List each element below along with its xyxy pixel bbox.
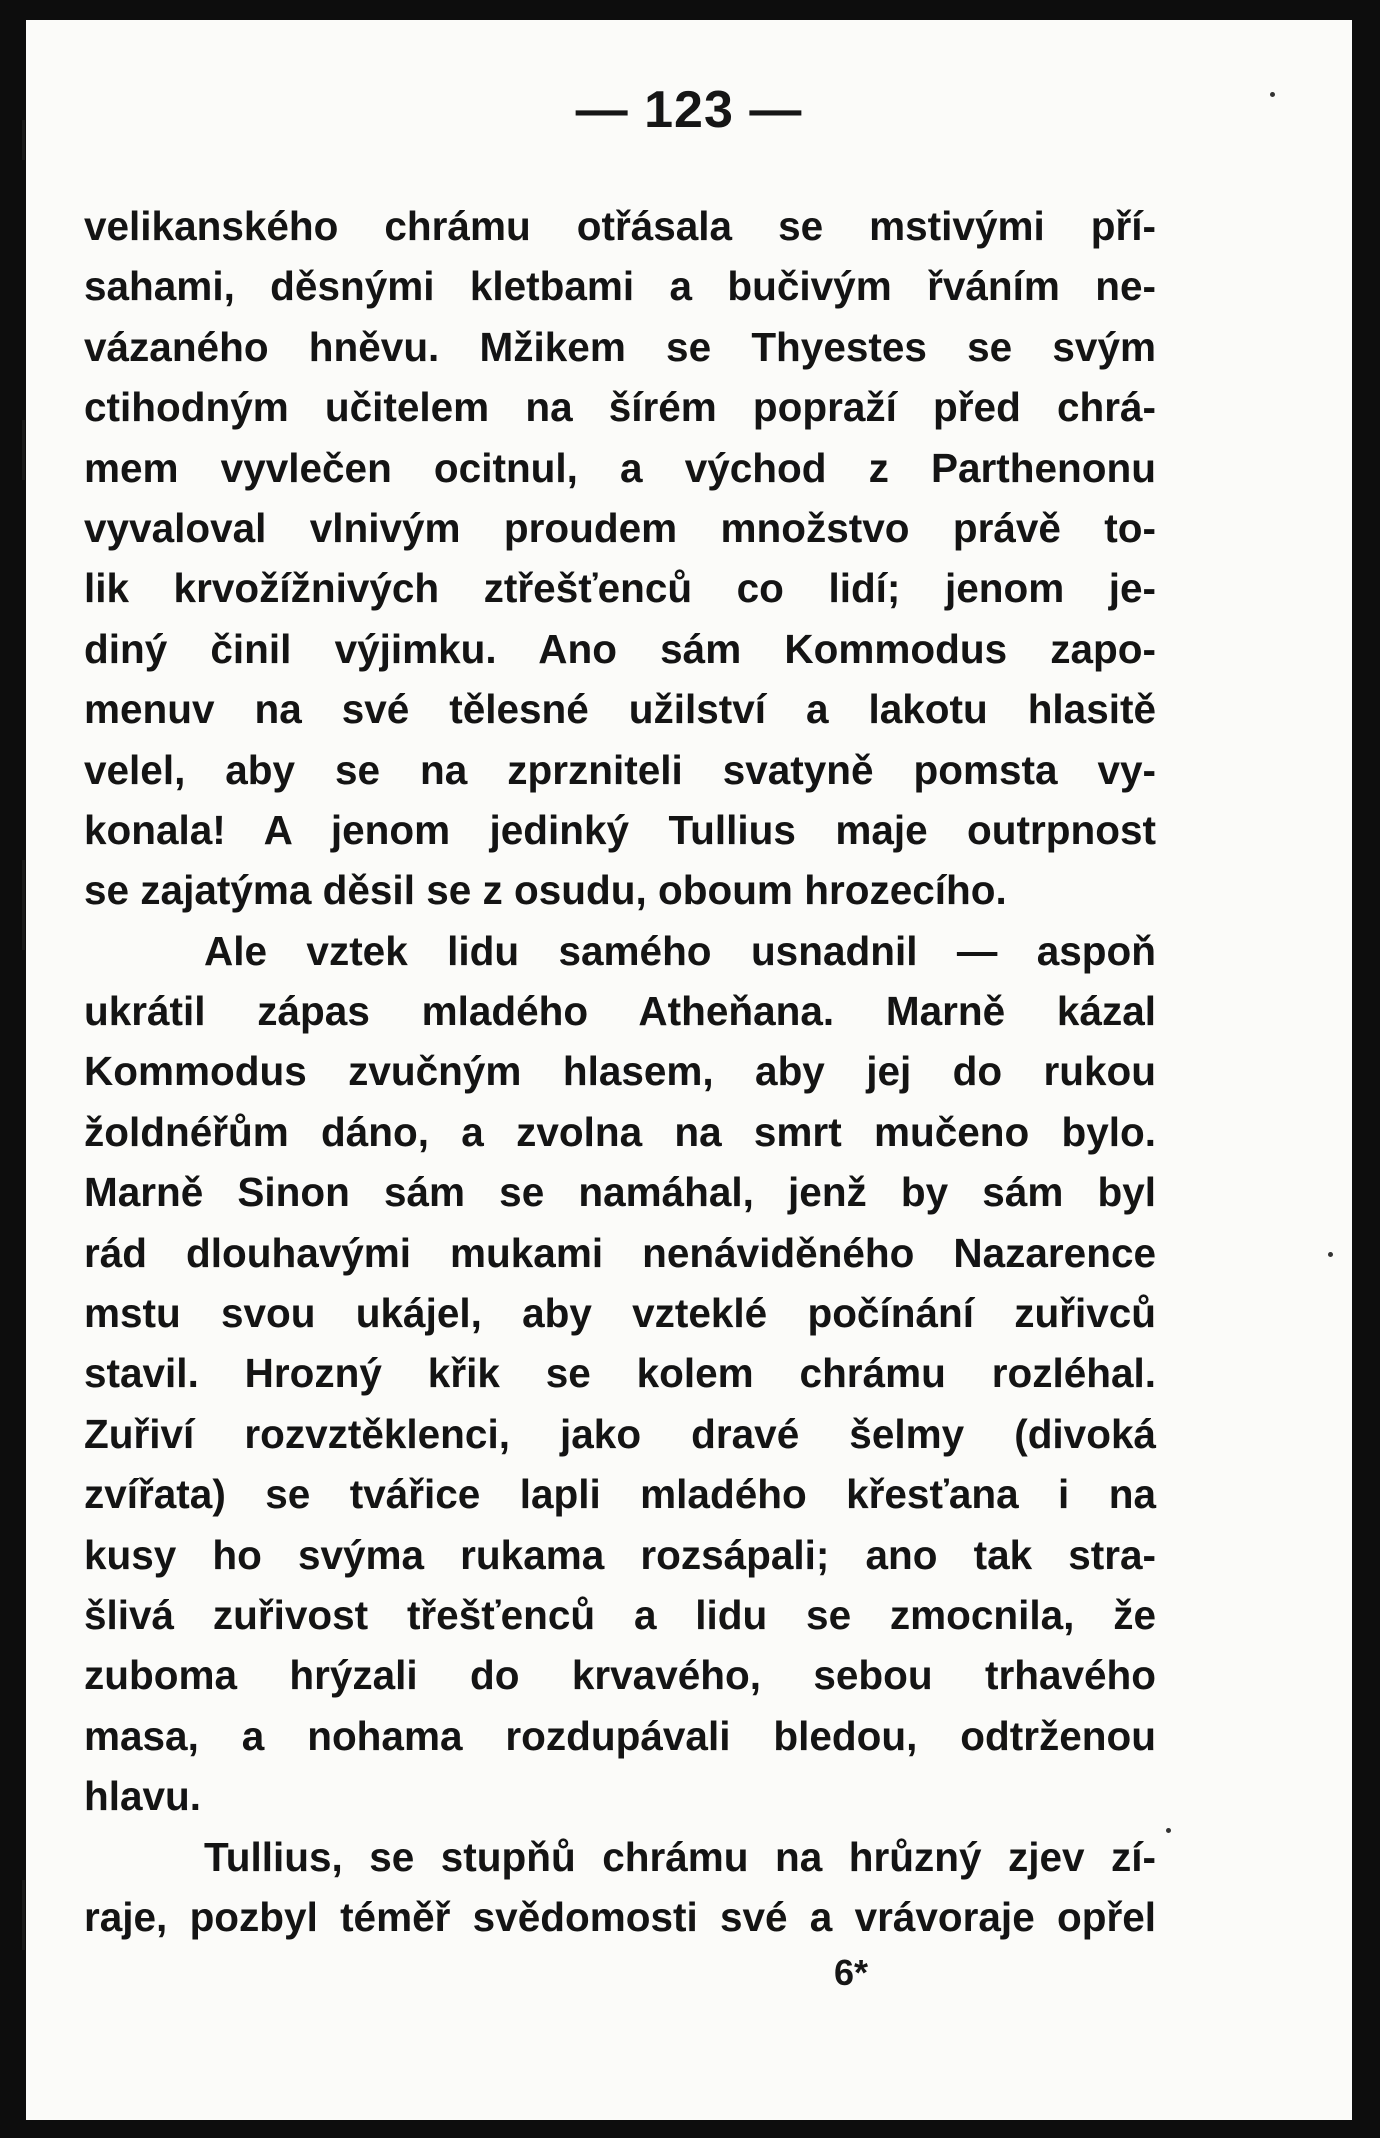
- signature-mark: 6*: [834, 1952, 869, 1993]
- text-line: zuboma hrýzali do krvavého, sebou trhavého: [84, 1652, 1156, 1699]
- text-line: Tullius, se stupňů chrámu na hrůzný zjev zí-: [204, 1833, 1156, 1880]
- text-line: velikanského chrámu otřásala se mstivými pří-: [84, 203, 1156, 249]
- text-line: menuv na své tělesné užilství a lakotu hlasitě: [84, 686, 1156, 733]
- text-line: stavil. Hrozný křik se kolem chrámu rozléhal.: [84, 1350, 1156, 1397]
- text-line: se zajatýma děsil se z osudu, oboum hrozecího.: [84, 867, 1007, 914]
- body-text: [84, 196, 1156, 1947]
- text-line: mstu svou ukájel, aby vzteklé počínání zuřivců: [84, 1290, 1156, 1337]
- text-line: ctihodným učitelem na šírém popraží před chrá-: [84, 384, 1156, 431]
- paper-speck: [1328, 1252, 1333, 1257]
- text-line: hlavu.: [84, 1773, 202, 1820]
- binding-edge-mark: [22, 120, 25, 160]
- text-line: masa, a nohama rozdupávali bledou, odtrženou: [84, 1712, 1156, 1759]
- text-line: velel, aby se na zprzniteli svatyně pomsta vy-: [84, 746, 1156, 793]
- binding-edge-mark: [22, 1880, 25, 1950]
- book-page: [26, 20, 1352, 2120]
- text-line: Marně Sinon sám se namáhal, jenž by sám byl: [84, 1169, 1156, 1216]
- text-line: mem vyvlečen ocitnul, a východ z Parthenonu: [84, 444, 1156, 491]
- text-line: vyvaloval vlnivým proudem množstvo právě to-: [84, 504, 1156, 551]
- text-line: kusy ho svýma rukama rozsápali; ano tak stra-: [84, 1531, 1156, 1578]
- paper-speck: [1270, 92, 1275, 97]
- text-line: konala! A jenom jedinký Tullius maje outrpnost: [84, 806, 1156, 853]
- text-line: žoldnéřům dáno, a zvolna na smrt mučeno bylo.: [84, 1108, 1156, 1155]
- text-line: vázaného hněvu. Mžikem se Thyestes se svým: [84, 323, 1156, 370]
- text-line: zvířata) se tvářice lapli mladého křesťana i na: [84, 1471, 1156, 1518]
- text-line: Kommodus zvučným hlasem, aby jej do rukou: [84, 1048, 1156, 1095]
- binding-edge-mark: [22, 420, 25, 480]
- text-line: lik krvožížnivých ztřešťenců co lidí; jenom je-: [84, 565, 1156, 612]
- text-line: raje, pozbyl téměř svědomosti své a vrávoraje opřel: [84, 1893, 1156, 1940]
- text-line: Ale vztek lidu samého usnadnil — aspoň: [204, 927, 1156, 974]
- text-line: Zuřiví rozvztěklenci, jako dravé šelmy (divoká: [84, 1410, 1156, 1457]
- page-number-header: — 123 —: [575, 81, 803, 139]
- paper-speck: [1166, 1828, 1171, 1833]
- text-line: rád dlouhavými mukami nenáviděného Nazarence: [84, 1229, 1156, 1276]
- text-line: sahami, děsnými kletbami a bučivým řváním ne-: [84, 263, 1156, 310]
- text-line: šlivá zuřivost třešťenců a lidu se zmocnila, že: [84, 1591, 1156, 1638]
- text-line: diný činil výjimku. Ano sám Kommodus zapo-: [84, 625, 1156, 672]
- text-line: ukrátil zápas mladého Atheňana. Marně kázal: [84, 988, 1156, 1035]
- binding-edge-mark: [22, 860, 25, 950]
